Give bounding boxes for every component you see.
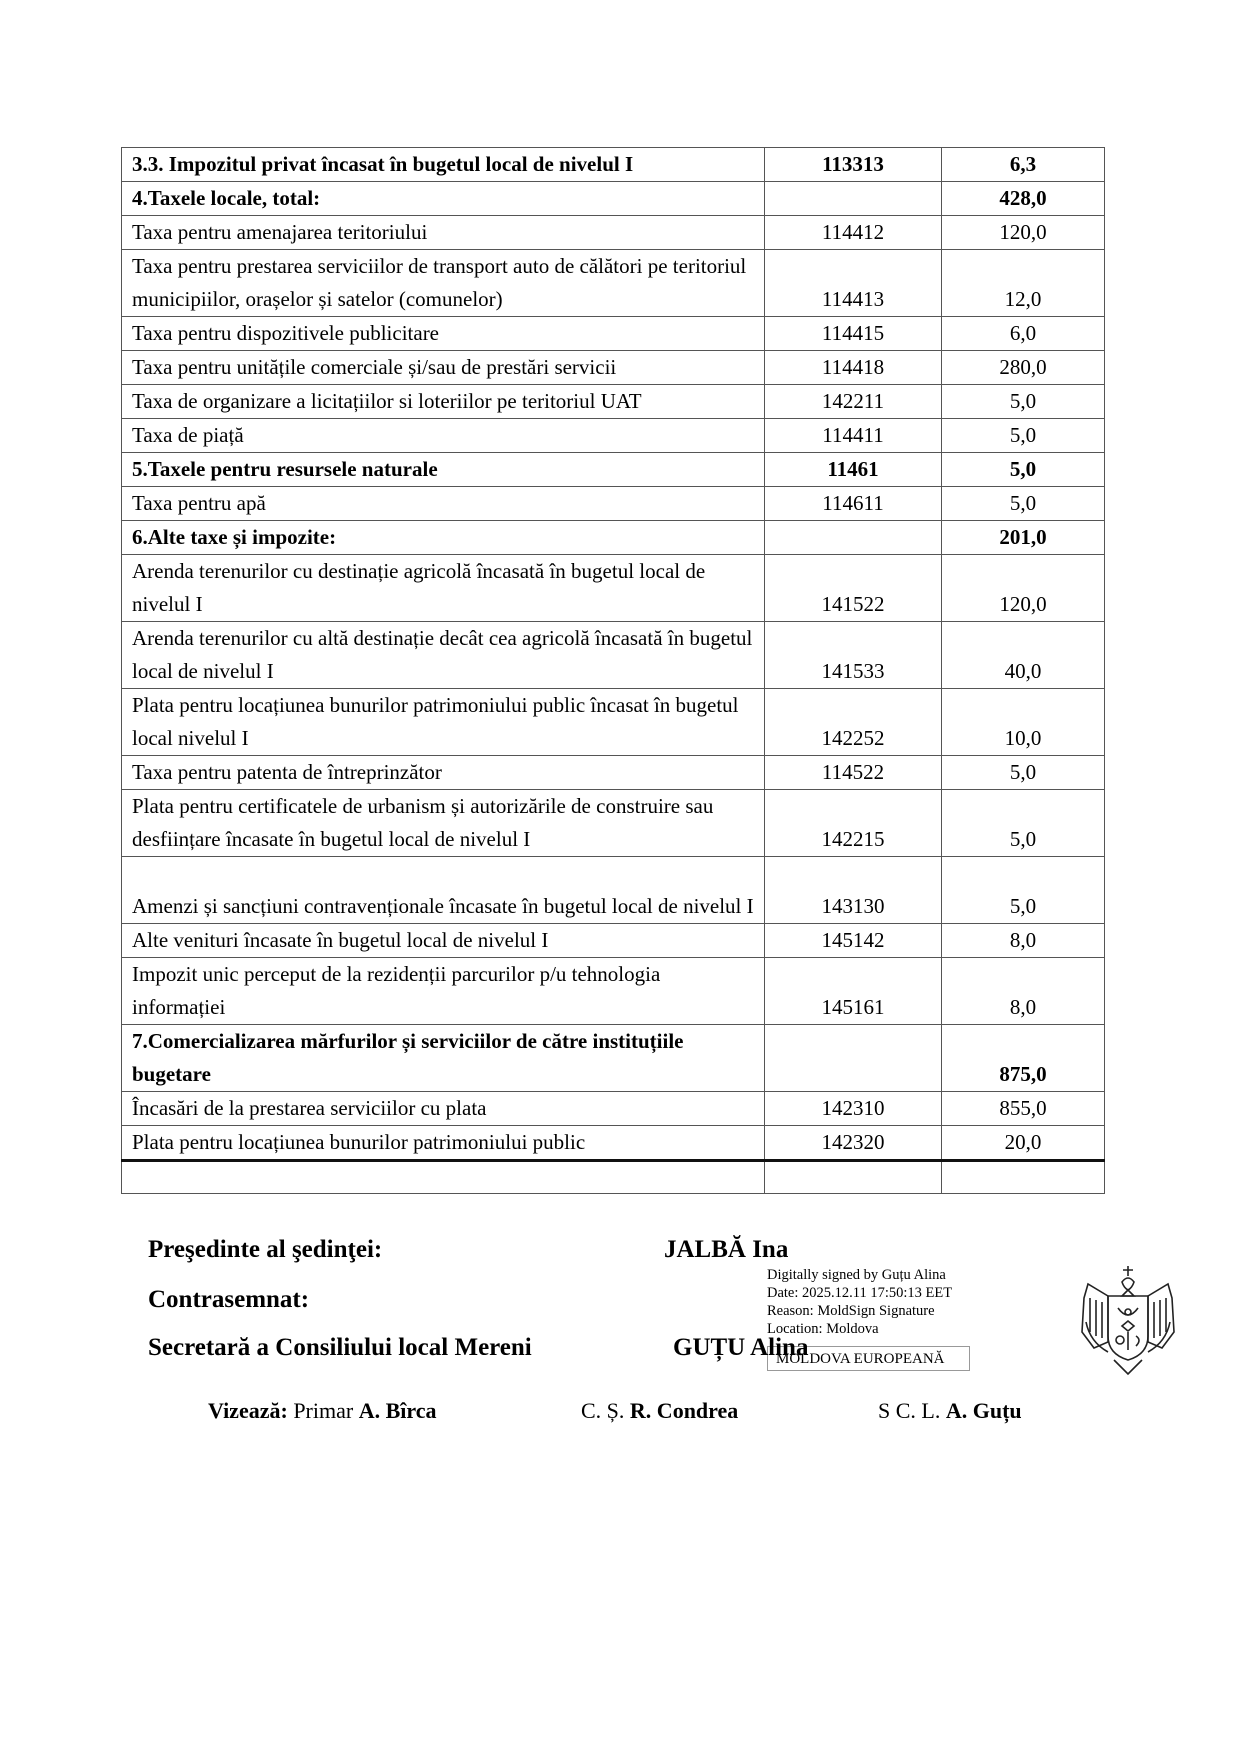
president-label: Preşedinte al şedinţei: bbox=[148, 1236, 383, 1263]
row-amount-cell: 12,0 bbox=[942, 250, 1105, 317]
signature-location-text: Location: Moldova bbox=[767, 1321, 879, 1337]
table-row bbox=[122, 555, 1105, 622]
row-name-cell: Taxa pentru prestarea serviciilor de transport auto de călători pe teritoriul municipiilor, orașelor și satelor (comunelor) bbox=[122, 250, 765, 317]
row-code-cell: 142320 bbox=[765, 1126, 942, 1161]
row-amount-cell: 5,0 bbox=[942, 487, 1105, 521]
row-name-cell: Amenzi și sancțiuni contravenționale încasate în bugetul local de nivelul I bbox=[122, 857, 765, 924]
moldova-coat-of-arms-icon bbox=[1077, 1262, 1179, 1377]
row-code-cell: 145161 bbox=[765, 958, 942, 1025]
table-row bbox=[122, 1126, 1105, 1161]
row-amount-cell: 5,0 bbox=[942, 419, 1105, 453]
row-amount-cell: 8,0 bbox=[942, 924, 1105, 958]
row-name-cell: 4.Taxele locale, total: bbox=[122, 182, 765, 216]
row-code-cell: 143130 bbox=[765, 857, 942, 924]
table-row bbox=[122, 958, 1105, 1025]
row-code-cell bbox=[765, 1161, 942, 1194]
row-code-cell: 142211 bbox=[765, 385, 942, 419]
row-code-cell bbox=[765, 182, 942, 216]
row-code-cell bbox=[765, 521, 942, 555]
signature-date-text: Date: 2025.12.11 17:50:13 EET bbox=[767, 1285, 953, 1301]
row-name-cell: Plata pentru certificatele de urbanism și autorizările de construire sau desființare încasate în bugetul local de nivelul I bbox=[122, 790, 765, 857]
row-name-cell bbox=[122, 1161, 765, 1194]
row-code-cell: 11461 bbox=[765, 453, 942, 487]
table-row bbox=[122, 148, 1105, 182]
row-amount-cell: 5,0 bbox=[942, 857, 1105, 924]
row-amount-cell: 428,0 bbox=[942, 182, 1105, 216]
table-row bbox=[122, 924, 1105, 958]
row-amount-cell: 5,0 bbox=[942, 790, 1105, 857]
row-code-cell: 113313 bbox=[765, 148, 942, 182]
row-amount-cell: 201,0 bbox=[942, 521, 1105, 555]
row-amount-cell: 6,3 bbox=[942, 148, 1105, 182]
row-name-cell: Impozit unic perceput de la rezidenții parcurilor p/u tehnologia informației bbox=[122, 958, 765, 1025]
row-code-cell: 141522 bbox=[765, 555, 942, 622]
table-row bbox=[122, 385, 1105, 419]
secretary-label: Secretară a Consiliului local Mereni bbox=[148, 1334, 532, 1361]
row-name-cell: 3.3. Impozitul privat încasat în bugetul local de nivelul I bbox=[122, 148, 765, 182]
table-row bbox=[122, 790, 1105, 857]
row-code-cell: 142252 bbox=[765, 689, 942, 756]
row-amount-cell: 120,0 bbox=[942, 555, 1105, 622]
row-code-cell: 114413 bbox=[765, 250, 942, 317]
row-name-cell: 5.Taxele pentru resursele naturale bbox=[122, 453, 765, 487]
table-row bbox=[122, 250, 1105, 317]
mayor-name: A. Bîrca bbox=[358, 1398, 437, 1423]
row-code-cell: 145142 bbox=[765, 924, 942, 958]
row-code-cell bbox=[765, 1025, 942, 1092]
row-code-cell: 114522 bbox=[765, 756, 942, 790]
cs-name: R. Condrea bbox=[629, 1398, 739, 1423]
row-amount-cell: 40,0 bbox=[942, 622, 1105, 689]
table-row bbox=[122, 857, 1105, 924]
table-row bbox=[122, 182, 1105, 216]
row-code-cell: 114412 bbox=[765, 216, 942, 250]
row-name-cell: Taxa pentru amenajarea teritoriului bbox=[122, 216, 765, 250]
row-name-cell: Arenda terenurilor cu destinație agricolă încasată în bugetul local de nivelul I bbox=[122, 555, 765, 622]
countersigned-label: Contrasemnat: bbox=[148, 1286, 310, 1313]
table-row bbox=[122, 756, 1105, 790]
row-code-cell: 142310 bbox=[765, 1092, 942, 1126]
row-name-cell: Taxa pentru patenta de întreprinzător bbox=[122, 756, 765, 790]
table-row bbox=[122, 487, 1105, 521]
row-amount-cell: 5,0 bbox=[942, 453, 1105, 487]
scl-role: S C. L. bbox=[878, 1398, 941, 1423]
row-name-cell: Plata pentru locațiunea bunurilor patrimoniului public bbox=[122, 1126, 765, 1161]
row-name-cell: 6.Alte taxe și impozite: bbox=[122, 521, 765, 555]
endorsement-scl bbox=[878, 1398, 1022, 1424]
table-row bbox=[122, 453, 1105, 487]
row-amount-cell: 10,0 bbox=[942, 689, 1105, 756]
secretary-name: GUȚU Alina bbox=[673, 1334, 809, 1361]
table-row bbox=[122, 689, 1105, 756]
row-amount-cell: 20,0 bbox=[942, 1126, 1105, 1161]
budget-revenue-table bbox=[121, 147, 1105, 1194]
row-code-cell: 142215 bbox=[765, 790, 942, 857]
row-amount-cell: 280,0 bbox=[942, 351, 1105, 385]
row-name-cell: Taxa pentru unitățile comerciale și/sau de prestări servicii bbox=[122, 351, 765, 385]
signed-by-text: Digitally signed by Guțu Alina bbox=[767, 1267, 946, 1283]
row-name-cell: Încasări de la prestarea serviciilor cu plata bbox=[122, 1092, 765, 1126]
table-row bbox=[122, 622, 1105, 689]
row-code-cell: 114411 bbox=[765, 419, 942, 453]
president-name: JALBĂ Ina bbox=[664, 1236, 789, 1263]
table-row bbox=[122, 419, 1105, 453]
row-code-cell: 141533 bbox=[765, 622, 942, 689]
row-name-cell: Taxa de piață bbox=[122, 419, 765, 453]
row-code-cell: 114418 bbox=[765, 351, 942, 385]
row-name-cell: Arenda terenurilor cu altă destinație decât cea agricolă încasată în bugetul local de nivelul I bbox=[122, 622, 765, 689]
row-name-cell: Taxa pentru dispozitivele publicitare bbox=[122, 317, 765, 351]
table-row bbox=[122, 351, 1105, 385]
cs-role: C. Ș. bbox=[581, 1398, 625, 1423]
row-code-cell: 114611 bbox=[765, 487, 942, 521]
endorsement-mayor bbox=[208, 1398, 437, 1424]
mayor-role: Primar bbox=[293, 1398, 354, 1423]
endorsement-cs bbox=[581, 1398, 738, 1424]
table-row bbox=[122, 1025, 1105, 1092]
table-row bbox=[122, 1092, 1105, 1126]
row-amount-cell: 875,0 bbox=[942, 1025, 1105, 1092]
row-amount-cell: 8,0 bbox=[942, 958, 1105, 1025]
table-row bbox=[122, 521, 1105, 555]
signature-reason-text: Reason: MoldSign Signature bbox=[767, 1303, 935, 1319]
signature-stamp-box: MOLDOVA EUROPEANĂ bbox=[767, 1346, 970, 1371]
table-row bbox=[122, 216, 1105, 250]
row-name-cell: Taxa de organizare a licitațiilor si loteriilor pe teritoriul UAT bbox=[122, 385, 765, 419]
row-amount-cell: 5,0 bbox=[942, 385, 1105, 419]
row-name-cell: Alte venituri încasate în bugetul local de nivelul I bbox=[122, 924, 765, 958]
row-amount-cell: 6,0 bbox=[942, 317, 1105, 351]
scl-name: A. Guțu bbox=[945, 1398, 1022, 1423]
table-row bbox=[122, 317, 1105, 351]
table-row bbox=[122, 1161, 1105, 1194]
row-amount-cell bbox=[942, 1161, 1105, 1194]
row-code-cell: 114415 bbox=[765, 317, 942, 351]
row-amount-cell: 855,0 bbox=[942, 1092, 1105, 1126]
digital-signature-block bbox=[767, 1266, 952, 1338]
row-amount-cell: 5,0 bbox=[942, 756, 1105, 790]
row-name-cell: 7.Comercializarea mărfurilor și serviciilor de către instituțiile bugetare bbox=[122, 1025, 765, 1092]
row-name-cell: Plata pentru locațiunea bunurilor patrimoniului public încasat în bugetul local nivelul I bbox=[122, 689, 765, 756]
endorsement-label: Vizează: bbox=[208, 1398, 288, 1423]
row-name-cell: Taxa pentru apă bbox=[122, 487, 765, 521]
row-amount-cell: 120,0 bbox=[942, 216, 1105, 250]
